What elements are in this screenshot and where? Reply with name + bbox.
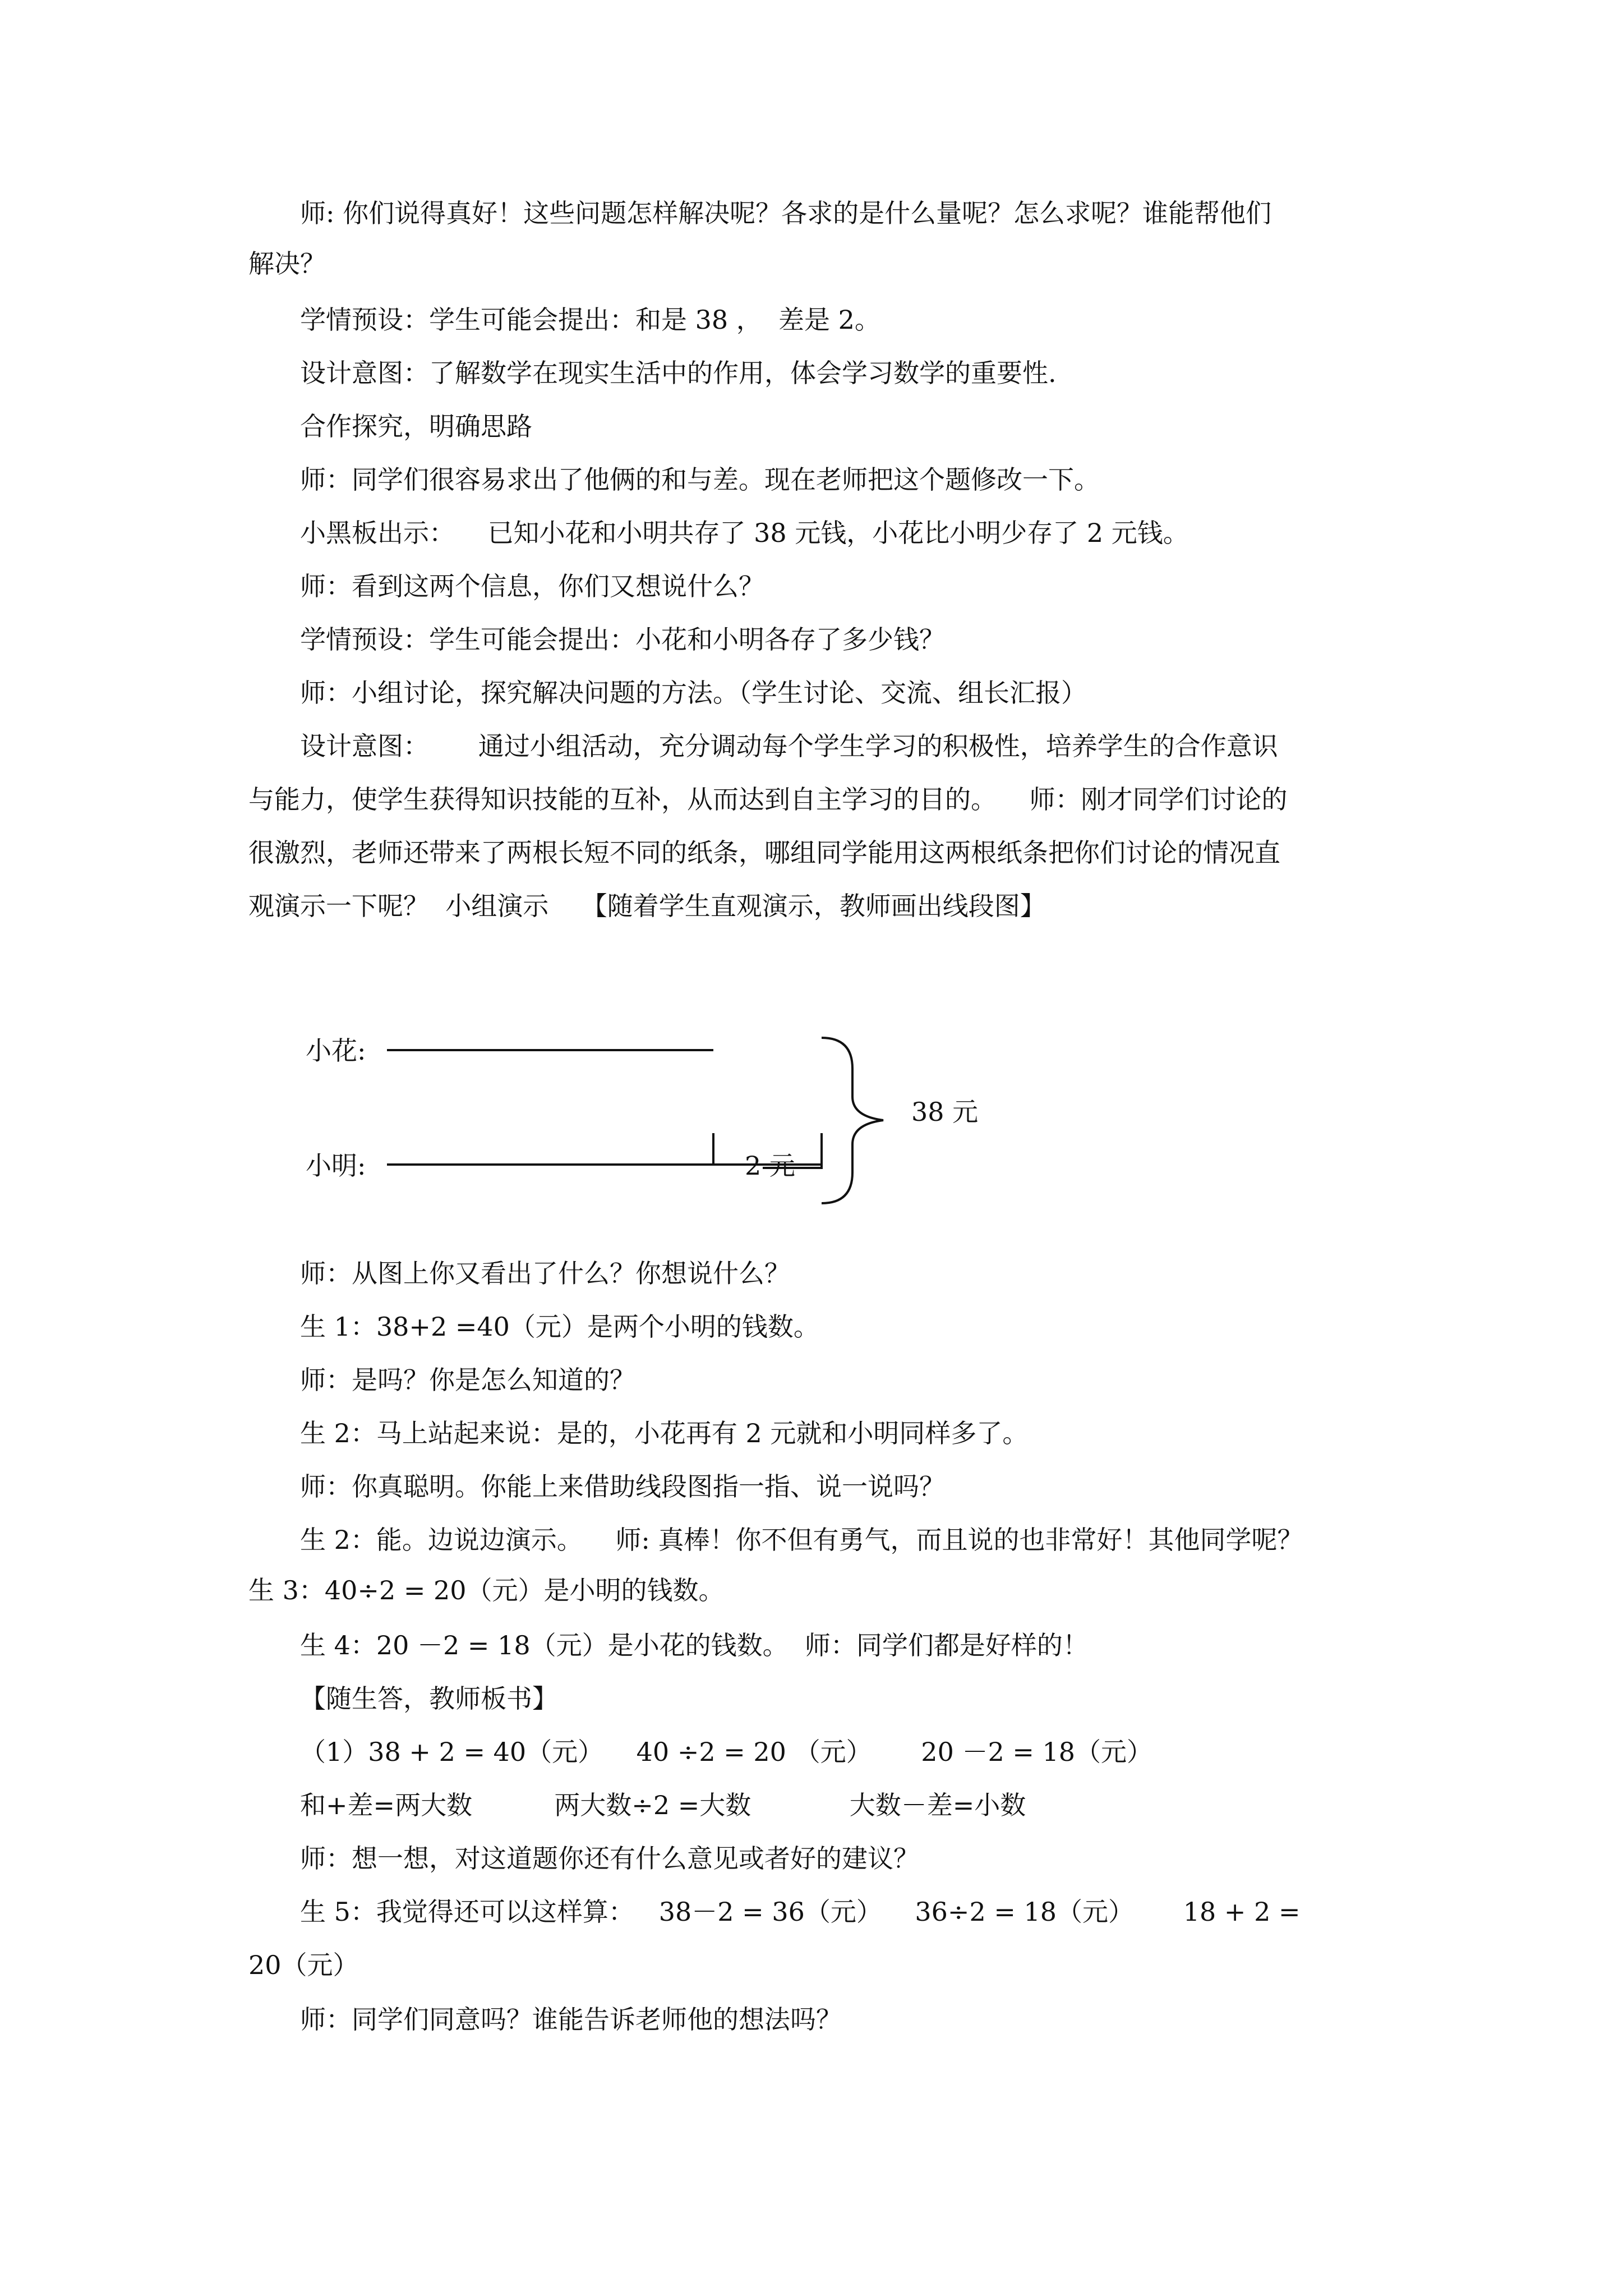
paragraph: 观演示一下呢？ 小组演示 【随着学生直观演示，教师画出线段图】 <box>248 891 1046 921</box>
paragraph: 师：同学们同意吗？谁能告诉老师他的想法吗？ <box>300 2004 842 2035</box>
paragraph: 设计意图： 通过小组活动，充分调动每个学生学习的积极性，培养学生的合作意识 <box>300 731 1278 761</box>
xiaoming-label: 小明: <box>306 1151 366 1181</box>
paragraph: 生 3：40÷2 = 20（元）是小明的钱数。 <box>248 1575 725 1605</box>
paragraph: 师：看到这两个信息，你们又想说什么？ <box>300 571 764 601</box>
paragraph: 生 4：20 －2 = 18（元）是小花的钱数。 师：同学们都是好样的！ <box>300 1630 1089 1660</box>
paragraph: 师：从图上你又看出了什么？你想说什么？ <box>300 1258 790 1289</box>
paragraph: 师：小组讨论，探究解决问题的方法。（学生讨论、交流、组长汇报） <box>300 678 1087 708</box>
paragraph: 小黑板出示： 已知小花和小明共存了 38 元钱，小花比小明少存了 2 元钱。 <box>300 518 1189 548</box>
paragraph: 师：同学们很容易求出了他俩的和与差。现在老师把这个题修改一下。 <box>300 464 1100 495</box>
paragraph: 学情预设：学生可能会提出：和是 38 ， 差是 2。 <box>300 305 880 335</box>
paragraph: 学情预设：学生可能会提出：小花和小明各存了多少钱？ <box>300 624 945 655</box>
paragraph: 20（元） <box>248 1950 359 1980</box>
total-label: 38 元 <box>911 1097 979 1127</box>
paragraph: 解决？ <box>248 249 326 279</box>
section-heading: 合作探究，明确思路 <box>300 411 532 441</box>
formula-line: 和+差=两大数 两大数÷2 =大数 大数－差=小数 <box>300 1790 1026 1820</box>
paragraph: 设计意图：了解数学在现实生活中的作用，体会学习数学的重要性. <box>300 358 1057 388</box>
paragraph: 师: 你们说得真好！这些问题怎样解决呢？各求的是什么量呢？怎么求呢？谁能帮他们 <box>300 198 1272 228</box>
equation-line: （1）38 + 2 = 40（元） 40 ÷2 = 20 （元） 20 －2 = 18（元） <box>300 1737 1153 1767</box>
paragraph: 生 1：38+2 =40（元）是两个小明的钱数。 <box>300 1312 819 1342</box>
paragraph: 生 2：能。边说边演示。 师: 真棒！你不但有勇气，而且说的也非常好！其他同学呢？ <box>300 1525 1303 1555</box>
xiaohua-label: 小花: <box>306 1036 366 1066</box>
paragraph: 与能力，使学生获得知识技能的互补，从而达到自主学习的目的。 师：刚才同学们讨论的 <box>248 784 1288 815</box>
total-brace <box>822 1038 883 1203</box>
paragraph: 师：你真聪明。你能上来借助线段图指一指、说一说吗？ <box>300 1471 945 1502</box>
section-heading: 【随生答，教师板书】 <box>300 1683 558 1714</box>
paragraph: 生 2：马上站起来说：是的，小花再有 2 元就和小明同样多了。 <box>300 1418 1029 1448</box>
paragraph: 师：想一想，对这道题你还有什么意见或者好的建议？ <box>300 1843 919 1874</box>
difference-label: 2 元 <box>745 1151 795 1181</box>
paragraph: 很激烈，老师还带来了两根长短不同的纸条，哪组同学能用这两根纸条把你们讨论的情况直 <box>248 838 1280 868</box>
paragraph: 师：是吗？你是怎么知道的？ <box>300 1365 635 1395</box>
paragraph: 生 5：我觉得还可以这样算： 38－2 = 36（元） 36÷2 = 18（元） 18 + 2 = <box>300 1897 1301 1927</box>
